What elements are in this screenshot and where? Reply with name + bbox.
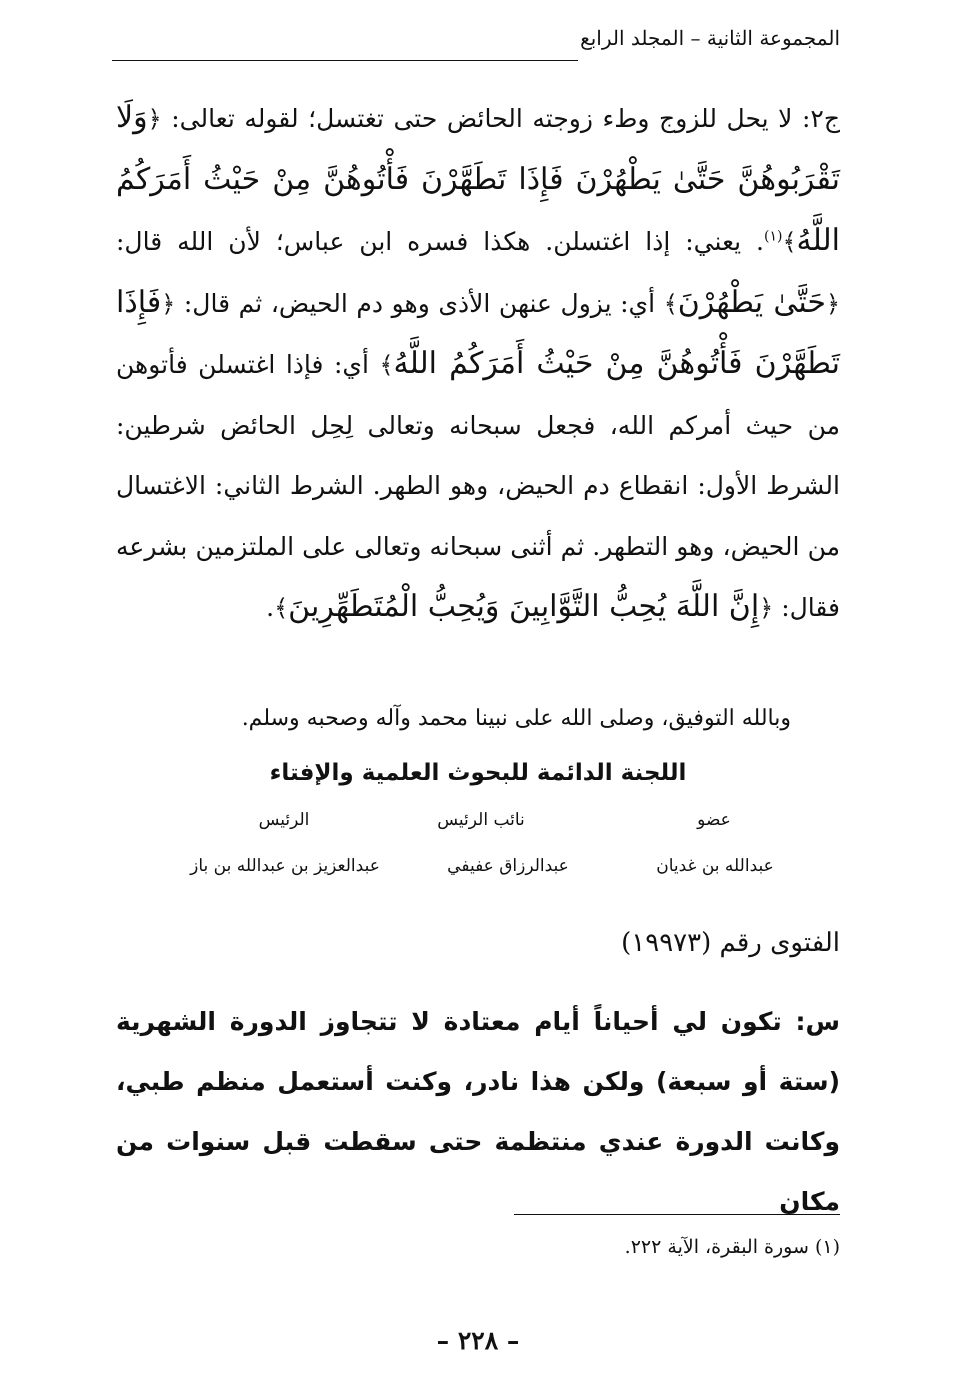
quran-verse: إِنَّ اللَّهَ يُحِبُّ التَّوَّابِينَ وَيُحِبُّ الْمُتَطَهِّرِينَ xyxy=(288,589,760,624)
verse-bracket-open: ﴿ xyxy=(147,105,162,133)
question-line: (ستة أو سبعة) ولكن هذا نادر، وكنت أستعمل منظم طبي، xyxy=(116,1067,840,1096)
question-line: س: تكون لي أحياناً أيام معتادة لا تتجاوز الدورة الشهرية xyxy=(116,1007,840,1036)
answer-body xyxy=(116,88,840,639)
question-line: وكانت الدورة عندي منتظمة حتى سقطت قبل سنوات من مكان xyxy=(116,1127,840,1216)
header-rule xyxy=(112,60,578,61)
page-number: – ٢٢٨ – xyxy=(436,1326,520,1355)
footnote-reference: (١) xyxy=(763,228,783,245)
verse-bracket-open: ﴿ xyxy=(759,594,774,622)
fatwa-number: الفتوى رقم (١٩٩٧٣) xyxy=(621,928,840,958)
vice-name: عبدالرزاق عفيفي xyxy=(447,856,569,876)
verse-bracket-close: ﴾ xyxy=(663,289,678,318)
answer-text: . xyxy=(266,593,275,622)
verse-bracket-close: ﴾ xyxy=(782,228,797,256)
answer-intro: ج٢: لا يحل للزوج وطء زوجته الحائض حتى تغتسل؛ لقوله تعالى: xyxy=(161,104,840,133)
footnote: (١) سورة البقرة، الآية ٢٢٢. xyxy=(624,1236,840,1258)
chair-name: عبدالعزيز بن عبدالله بن باز xyxy=(190,856,380,876)
answer-text: . يعني: إذا اغتسلن. هكذا فسره ابن عباس؛ لأن الله قال: xyxy=(116,227,764,256)
closing-line: وبالله التوفيق، وصلى الله على نبينا محمد وآله وصحبه وسلم. xyxy=(241,706,791,731)
member-name: عبدالله بن غديان xyxy=(656,856,774,876)
answer-paragraph xyxy=(116,88,840,639)
quran-verse: حَتَّىٰ يَطْهُرْنَ xyxy=(677,284,826,320)
quran-verse: وَلَا تَقْرَبُوهُنَّ حَتَّىٰ يَطْهُرْنَ فَإِذَا تَطَهَّرْنَ فَأْتُوهُنَّ مِنْ حَيْثُ أَمَرَكُمُ اللَّهُ xyxy=(116,100,840,258)
quran-verse: فَإِذَا تَطَهَّرْنَ فَأْتُوهُنَّ مِنْ حَيْثُ أَمَرَكُمُ اللَّهُ xyxy=(116,284,840,381)
verse-bracket-open: ﴿ xyxy=(161,289,176,318)
member-role: عضو xyxy=(697,810,731,830)
verse-bracket-close: ﴾ xyxy=(379,351,394,379)
verse-bracket-close: ﴾ xyxy=(274,594,289,622)
footnote-rule xyxy=(514,1214,840,1215)
running-header: المجموعة الثانية – المجلد الرابع xyxy=(580,26,840,50)
question-body xyxy=(116,992,840,1232)
answer-text: أي: فإذا اغتسلن فأتوهن من حيث أمركم الله، فجعل سبحانه وتعالى لِحِل الحائض شرطين: الشرط الأول: انقطاع دم الحيض، وهو الطهر. الشرط الثاني: الاغتسال من الحيض، وهو التطهر. ثم أثنى سبحانه وتعالى على الملتزمين بشرعه فقال: xyxy=(116,350,840,622)
chair-role: الرئيس xyxy=(258,810,310,830)
verse-bracket-open: ﴿ xyxy=(825,289,840,318)
committee-title: اللجنة الدائمة للبحوث العلمية والإفتاء xyxy=(269,760,687,786)
answer-text: أي: يزول عنهن الأذى وهو دم الحيض، ثم قال: xyxy=(175,288,664,318)
vice-role: نائب الرئيس xyxy=(437,810,525,830)
